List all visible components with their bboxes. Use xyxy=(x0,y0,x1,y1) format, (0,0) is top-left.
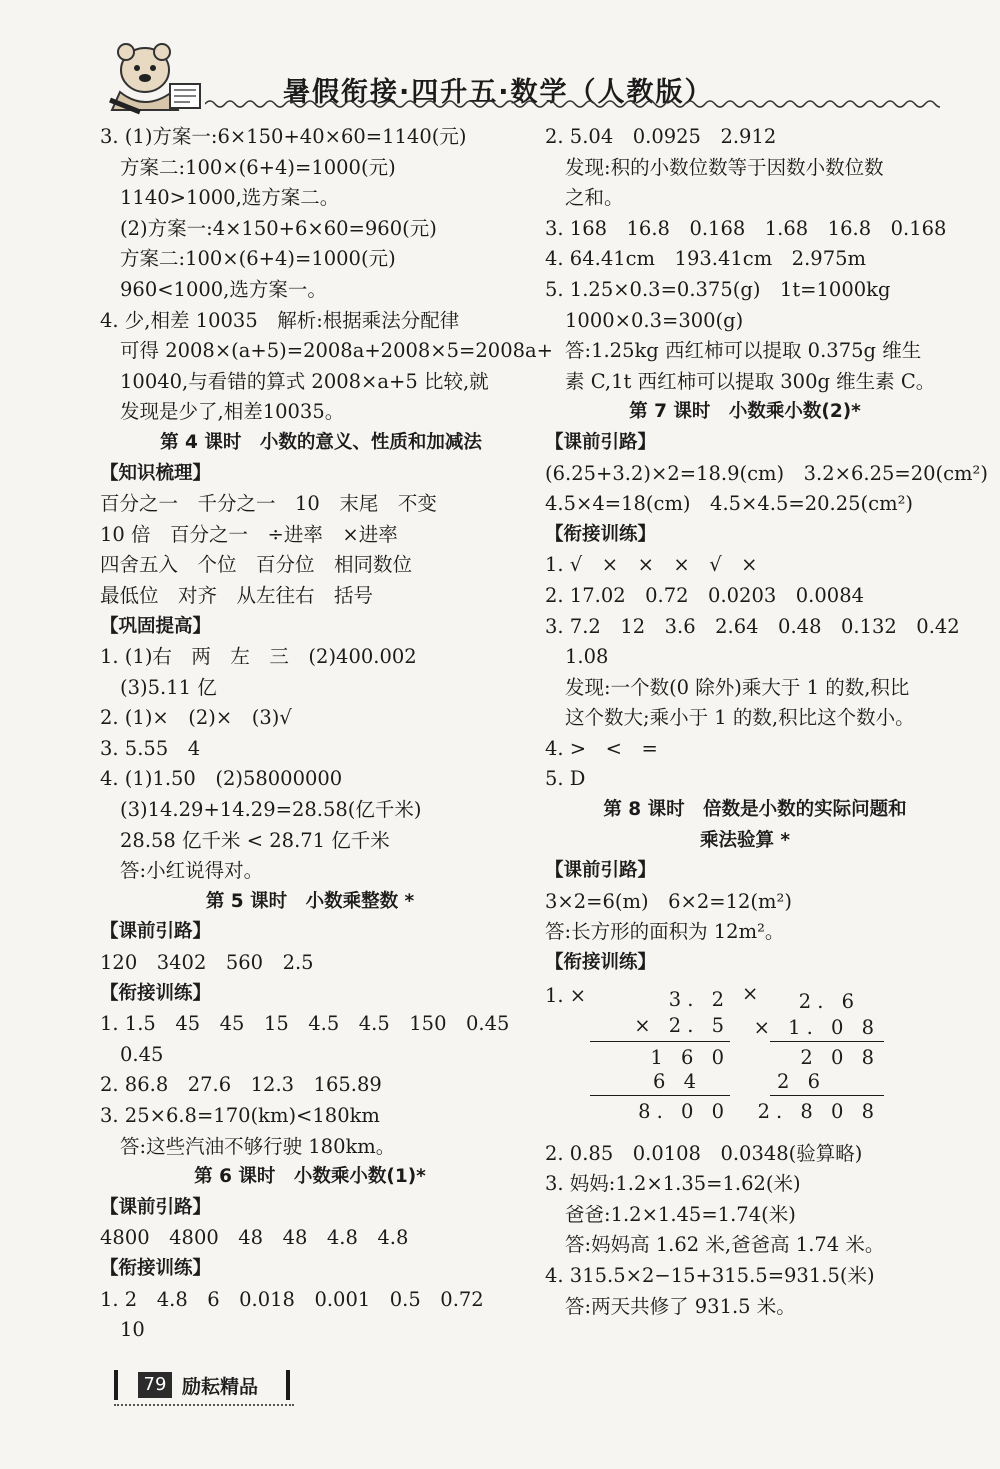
answer-line: 28.58 亿千米 < 28.71 亿千米 xyxy=(120,828,390,852)
brand-name: 励耘精品 xyxy=(182,1376,259,1398)
left-column xyxy=(100,122,553,1346)
answer-line: 发现:一个数(0 除外)乘大于 1 的数,积比 xyxy=(565,675,910,699)
mult-b-factor1: 2. 6 xyxy=(798,989,860,1013)
answer-line: 3. 妈妈:1.2×1.35=1.62(米) xyxy=(545,1172,801,1196)
page-number: 79 xyxy=(138,1372,172,1398)
answer-line: 4. (1)1.50 (2)58000000 xyxy=(100,767,343,791)
answer-line: 2. 86.8 27.6 12.3 165.89 xyxy=(100,1073,382,1097)
answer-line: 3. 168 16.8 0.168 1.68 16.8 0.168 xyxy=(545,216,947,240)
answer-line: 0.45 xyxy=(120,1042,164,1066)
answer-line: (3)14.29+14.29=28.58(亿千米) xyxy=(120,798,422,822)
mult-a-partial1: 1 6 0 xyxy=(650,1045,730,1069)
answer-line: 10 xyxy=(120,1318,145,1342)
wavy-rule xyxy=(205,98,940,110)
page-header xyxy=(0,0,1000,120)
answer-line: 1. (1)右 两 左 三 (2)400.002 xyxy=(100,645,417,669)
footer-dotted-rule xyxy=(114,1404,294,1406)
lesson-heading: 第 8 课时 倍数是小数的实际问题和 xyxy=(603,799,907,821)
mult-a-factor2: × 2. 5 xyxy=(634,1013,730,1037)
answer-line: 1140>1000,选方案二。 xyxy=(120,186,340,210)
answer-line: 5. D xyxy=(545,767,586,791)
answer-line: 4. 315.5×2−15+315.5=931.5(米) xyxy=(545,1264,875,1287)
mult-a-factor1: 3. 2 xyxy=(668,987,730,1011)
bear-mascot-icon xyxy=(100,40,215,115)
answer-line: 120 3402 560 2.5 xyxy=(100,951,314,975)
answer-line: 2. 5.04 0.0925 2.912 xyxy=(545,125,777,148)
answer-line: 1. 1.5 45 45 15 4.5 4.5 150 0.45 xyxy=(100,1012,510,1036)
mult-b-rule-2 xyxy=(770,1095,884,1096)
footer-bar-left xyxy=(114,1370,118,1400)
answer-line: 10040,与看错的算式 2008×a+5 比较,就 xyxy=(120,369,489,393)
answer-line: 答:小红说得对。 xyxy=(120,859,264,883)
footer-bar-right xyxy=(286,1370,290,1400)
vertical-multiplication xyxy=(545,979,945,1139)
header-title: 暑假衔接·四升五·数学（人教版） xyxy=(283,77,714,108)
answer-line: (6.25+3.2)×2=18.9(cm) 3.2×6.25=20(cm²) xyxy=(545,461,988,485)
answer-line: 3. 7.2 12 3.6 2.64 0.48 0.132 0.42 xyxy=(545,614,960,638)
answer-line: 素 C,1t 西红柿可以提取 300g 维生素 C。 xyxy=(565,369,936,393)
section-heading: 【课前引路】 xyxy=(545,431,657,453)
answer-line: 2. 0.85 0.0108 0.0348(验算略) xyxy=(545,1141,863,1165)
mult-b-partial1: 2 0 8 xyxy=(800,1045,880,1069)
answer-line: 四舍五入 个位 百分位 相同数位 xyxy=(100,553,413,577)
mult-a-product: 8. 0 0 xyxy=(638,1099,730,1123)
answer-line: (3)5.11 亿 xyxy=(120,675,217,699)
answer-line: 3. (1)方案一:6×150+40×60=1140(元) xyxy=(100,125,467,148)
multiplication-b xyxy=(753,979,880,1139)
mult-a-rule-1 xyxy=(590,1041,730,1042)
answer-line: 3. 5.55 4 xyxy=(100,736,201,760)
answer-line: (2)方案一:4×150+6×60=960(元) xyxy=(120,216,437,240)
answer-line: 之和。 xyxy=(565,186,624,210)
section-heading: 【课前引路】 xyxy=(100,921,212,943)
section-heading: 【知识梳理】 xyxy=(100,462,212,484)
answer-line: 答:这些汽油不够行驶 180km。 xyxy=(120,1134,396,1158)
answer-line: 方案二:100×(6+4)=1000(元) xyxy=(120,247,396,271)
answer-line: 1. 2 4.8 6 0.018 0.001 0.5 0.72 xyxy=(100,1287,484,1311)
mult-b-rule-1 xyxy=(770,1041,884,1042)
answer-line: 百分之一 千分之一 10 末尾 不变 xyxy=(100,492,437,516)
lesson-heading: 第 5 课时 小数乘整数 * xyxy=(205,890,415,912)
mult-b-factor2: × 1. 0 8 xyxy=(753,1015,880,1039)
section-heading: 【衔接训练】 xyxy=(545,952,657,974)
answer-line: 最低位 对齐 从左往右 括号 xyxy=(100,583,374,607)
answer-line: 4.5×4=18(cm) 4.5×4.5=20.25(cm²) xyxy=(545,492,914,516)
answer-line: 1000×0.3=300(g) xyxy=(565,308,744,332)
section-heading: 【衔接训练】 xyxy=(100,982,212,1004)
answer-line: 3. 25×6.8=170(km)<180km xyxy=(100,1104,380,1127)
mult-b-partial2: 2 6 xyxy=(776,1069,826,1093)
answer-line: 2. (1)× (2)× (3)√ xyxy=(100,706,292,730)
answer-line: 3×2=6(m) 6×2=12(m²) xyxy=(545,889,792,913)
section-heading: 【衔接训练】 xyxy=(545,523,657,545)
answer-line: 可得 2008×(a+5)=2008a+2008×5=2008a+ xyxy=(120,339,553,363)
section-heading: 【衔接训练】 xyxy=(100,1257,212,1279)
answer-line: 960<1000,选方案一。 xyxy=(120,277,327,301)
answer-line: 2. 17.02 0.72 0.0203 0.0084 xyxy=(545,583,865,607)
answer-line: 4. 64.41cm 193.41cm 2.975m xyxy=(545,247,866,271)
lesson-heading: 第 6 课时 小数乘小数(1)* xyxy=(194,1166,426,1188)
answer-line: 1. √ × × × √ × xyxy=(545,553,758,577)
lesson-heading: 第 4 课时 小数的意义、性质和加减法 xyxy=(160,431,482,453)
answer-line: 5. 1.25×0.3=0.375(g) 1t=1000kg xyxy=(545,277,891,301)
multiplication-a xyxy=(590,979,730,1139)
answer-line: 爸爸:1.2×1.45=1.74(米) xyxy=(565,1202,796,1226)
answer-line: 4. > < = xyxy=(545,736,658,760)
answer-line: 答:妈妈高 1.62 米,爸爸高 1.74 米。 xyxy=(565,1233,885,1257)
mult-a-rule-2 xyxy=(590,1095,730,1096)
section-heading: 【巩固提高】 xyxy=(100,615,212,637)
section-heading: 【课前引路】 xyxy=(545,860,657,882)
lesson-heading: 第 7 课时 小数乘小数(2)* xyxy=(629,401,861,423)
answer-line: 答:1.25kg 西红柿可以提取 0.375g 维生 xyxy=(565,339,922,363)
mult-label-2: × xyxy=(742,981,759,1005)
answer-line: 发现:积的小数位数等于因数小数位数 xyxy=(565,155,884,179)
answer-line: 4800 4800 48 48 4.8 4.8 xyxy=(100,1226,409,1250)
answer-line: 方案二:100×(6+4)=1000(元) xyxy=(120,155,396,179)
right-column xyxy=(545,122,988,1322)
mult-b-product: 2. 8 0 8 xyxy=(757,1099,880,1123)
answer-line: 10 倍 百分之一 ÷进率 ×进率 xyxy=(100,522,398,546)
mult-a-partial2: 6 4 xyxy=(652,1069,702,1093)
lesson-heading: 乘法验算 * xyxy=(699,829,791,851)
answer-line: 发现是少了,相差10035。 xyxy=(120,400,345,424)
answer-line: 4. 少,相差 10035 解析:根据乘法分配律 xyxy=(100,308,460,332)
answer-line: 答:长方形的面积为 12m²。 xyxy=(545,920,785,944)
answer-line: 答:两天共修了 931.5 米。 xyxy=(565,1294,796,1318)
mult-label-1: 1. × xyxy=(545,983,587,1007)
answer-line: 1.08 xyxy=(565,645,609,669)
answer-line: 这个数大;乘小于 1 的数,积比这个数小。 xyxy=(565,706,915,730)
section-heading: 【课前引路】 xyxy=(100,1196,212,1218)
